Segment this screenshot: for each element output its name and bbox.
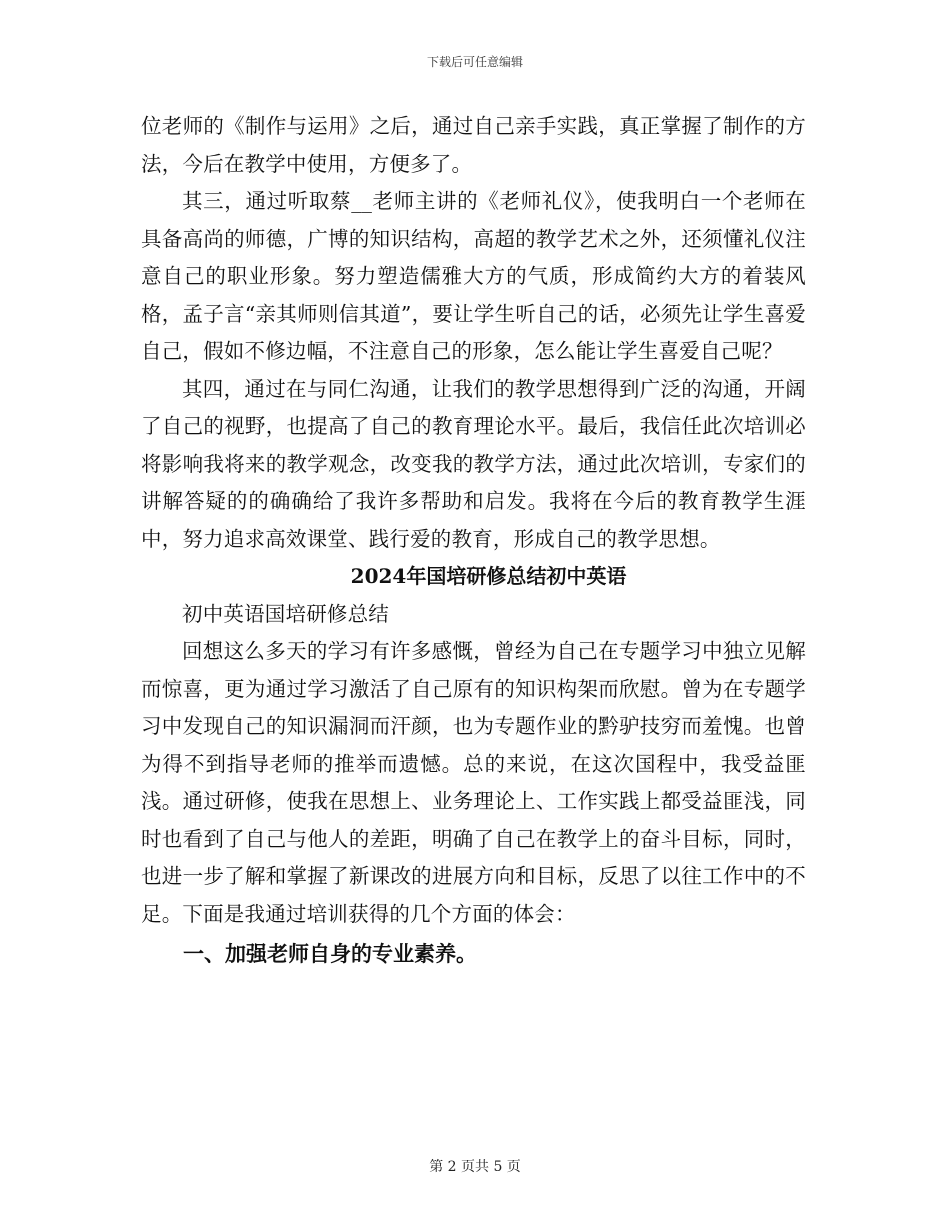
paragraph-continuation: 位老师的《制作与运用》之后，通过自己亲手实践，真正掌握了制作的方法，今后在教学中使用，方便多了。 [141, 114, 806, 176]
section-subtitle: 初中英语国培研修总结 [182, 601, 389, 626]
paragraph-third-point: 其三，通过听取蔡__老师主讲的《老师礼仪》，使我明白一个老师在具备高尚的师德，广博的知识结构，高超的教学艺术之外，还须懂礼仪注意自己的职业形象。努力塑造儒雅大方的气质，形成简约大方的着装风格，孟子言“亲其师则信其道”，要让学生听自己的话，必须先让学生喜爱自己，假如不修边幅，不注意自己的形象，怎么能让学生喜爱自己呢？ [141, 189, 806, 363]
section-title: 2024年国培研修总结初中英语 [350, 564, 627, 588]
section-heading-1: 一、加强老师自身的专业素养。 [183, 941, 477, 966]
paragraph-fourth-point: 其四，通过在与同仁沟通，让我们的教学思想得到广泛的沟通，开阔了自己的视野，也提高了自己的教育理论水平。最后，我信任此次培训必将影响我将来的教学观念，改变我的教学方法，通过此次培训，专家们的讲解答疑的的确确给了我许多帮助和启发。我将在今后的教育教学生涯中，努力追求高效课堂、践行爱的教育，形成自己的教学思想。 [141, 376, 806, 551]
section-body-paragraph: 回想这么多天的学习有许多感慨，曾经为自己在专题学习中独立见解而惊喜，更为通过学习激活了自己原有的知识构架而欣慰。曾为在专题学习中发现自己的知识漏洞而汗颜，也为专题作业的黔驴技穷而羞愧。也曾为得不到指导老师的推举而遗憾。总的来说，在这次国程中，我受益匪浅。通过研修，使我在思想上、业务理论上、工作实践上都受益匪浅，同时也看到了自己与他人的差距，明确了自己在教学上的奋斗目标，同时，也进一步了解和掌握了新课改的进展方向和目标，反思了以往工作中的不足。下面是我通过培训获得的几个方面的体会： [141, 639, 806, 926]
document-body [141, 108, 806, 974]
page-header: 下载后可任意编辑 [426, 55, 523, 69]
page-number: 第 2 页共 5 页 [429, 1159, 521, 1175]
